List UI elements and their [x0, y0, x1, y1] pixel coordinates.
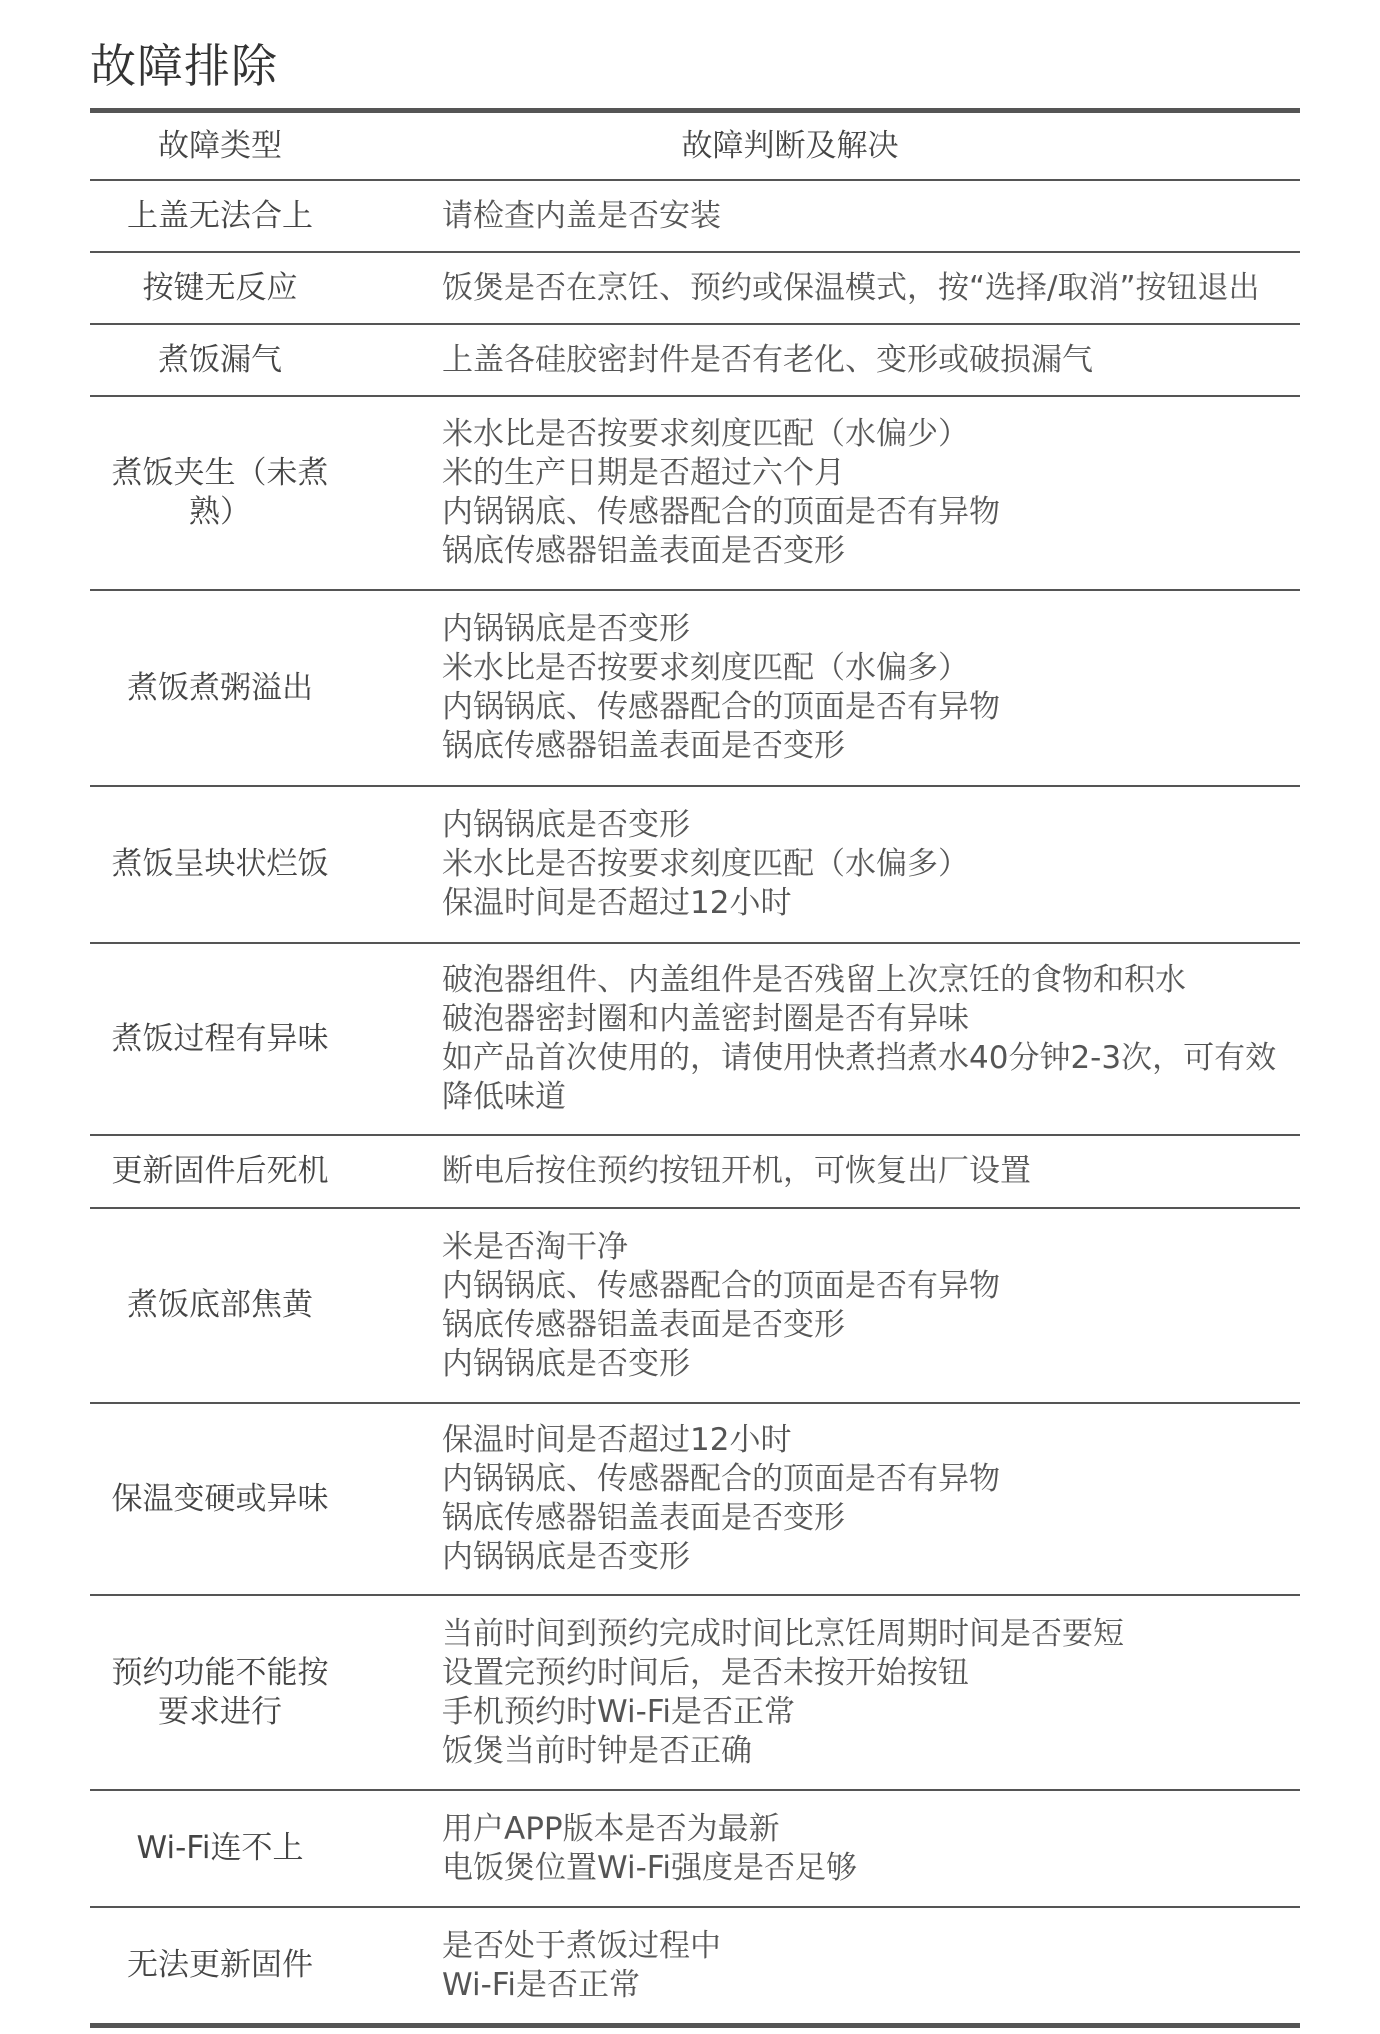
solution-cell: [350, 961, 1300, 1117]
fault-type-cell: 上盖无法合上: [127, 197, 313, 234]
check-item: 锅底传感器铝盖表面是否变形: [442, 1306, 845, 1343]
fault-type-cell: 煮饭底部焦黄: [127, 1287, 313, 1323]
check-item: 保温时间是否超过12小时: [442, 1422, 792, 1458]
check-item: 用户APP版本是否为最新: [442, 1810, 780, 1847]
check-item: 如产品首次使用的，请使用快煮挡煮水40分钟2-3次，可有效降低味道: [442, 1040, 1277, 1115]
solution-cell: [350, 1152, 1300, 1191]
check-item: 设置完预约时间后，是否未按开始按钮: [442, 1654, 969, 1691]
check-item: 断电后按住预约按钮开机，可恢复出厂设置: [442, 1153, 1031, 1189]
table-row: [90, 1209, 1300, 1404]
check-item: 内锅锅底、传感器配合的顶面是否有异物: [442, 689, 1000, 725]
check-item: 内锅锅底是否变形: [442, 611, 690, 647]
check-item: 锅底传感器铝盖表面是否变形: [442, 1500, 845, 1536]
check-item: 米是否淘干净: [442, 1228, 628, 1265]
check-item: 米水比是否按要求刻度匹配（水偏多）: [442, 846, 969, 882]
fault-type-cell: 预约功能不能按 要求进行: [111, 1654, 329, 1730]
check-item: 保温时间是否超过12小时: [442, 885, 792, 921]
check-item: 锅底传感器铝盖表面是否变形: [442, 533, 845, 569]
table-row: [90, 787, 1300, 944]
fault-type-cell: 更新固件后死机: [111, 1153, 329, 1189]
check-item: 饭煲当前时钟是否正确: [442, 1732, 752, 1769]
check-item: 饭煲是否在烹饪、预约或保温模式，按“选择/取消”按钮退出: [442, 269, 1260, 306]
column-header-solution: 故障判断及解决: [681, 127, 899, 164]
table-row: [90, 944, 1300, 1136]
fault-type-cell: 煮饭漏气: [158, 341, 282, 378]
solution-cell: [350, 1927, 1300, 2005]
table-row: [90, 1596, 1300, 1791]
table-row: [90, 1404, 1300, 1596]
check-item: 内锅锅底、传感器配合的顶面是否有异物: [442, 494, 1000, 530]
fault-type-cell: 煮饭过程有异味: [111, 1020, 329, 1057]
solution-cell: [350, 1421, 1300, 1577]
table-row: [90, 253, 1300, 325]
table-row: [90, 591, 1300, 787]
fault-type-cell: 煮饭夹生（未煮熟）: [111, 455, 329, 530]
check-item: 上盖各硅胶密封件是否有老化、变形或破损漏气: [442, 341, 1093, 378]
check-item: 内锅锅底、传感器配合的顶面是否有异物: [442, 1461, 1000, 1497]
fault-type-cell: 按键无反应: [142, 269, 298, 306]
troubleshooting-table: [90, 108, 1300, 2028]
check-item: 是否处于煮饭过程中: [442, 1927, 721, 1964]
check-item: 内锅锅底是否变形: [442, 1539, 690, 1575]
solution-cell: [350, 269, 1300, 308]
fault-type-cell: Wi-Fi连不上: [136, 1830, 304, 1866]
check-item: 锅底传感器铝盖表面是否变形: [442, 728, 845, 764]
fault-type-cell: 无法更新固件: [127, 1947, 313, 1983]
table-row: [90, 1908, 1300, 2028]
fault-type-cell: 保温变硬或异味: [111, 1480, 329, 1517]
check-item: 米水比是否按要求刻度匹配（水偏多）: [442, 650, 969, 686]
solution-cell: [350, 197, 1300, 236]
solution-cell: [350, 341, 1300, 380]
check-item: 内锅锅底是否变形: [442, 807, 690, 843]
check-item: 破泡器密封圈和内盖密封圈是否有异味: [442, 1001, 969, 1037]
solution-cell: [350, 1615, 1300, 1771]
check-item: 破泡器组件、内盖组件是否残留上次烹饪的食物和积水: [442, 962, 1186, 998]
check-item: 米的生产日期是否超过六个月: [442, 455, 845, 491]
solution-cell: [350, 806, 1300, 923]
fault-type-cell: 煮饭呈块状烂饭: [111, 846, 329, 882]
solution-cell: [350, 415, 1300, 571]
check-item: 手机预约时Wi-Fi是否正常: [442, 1693, 795, 1730]
solution-cell: [350, 1228, 1300, 1384]
table-row: [90, 1791, 1300, 1908]
check-item: 电饭煲位置Wi-Fi强度是否足够: [442, 1849, 857, 1886]
check-item: 当前时间到预约完成时间比烹饪周期时间是否要短: [442, 1615, 1124, 1652]
check-item: 米水比是否按要求刻度匹配（水偏少）: [442, 416, 969, 452]
solution-cell: [350, 1810, 1300, 1888]
fault-type-cell: 煮饭煮粥溢出: [127, 669, 313, 706]
table-row: [90, 181, 1300, 253]
check-item: 内锅锅底是否变形: [442, 1345, 690, 1382]
check-item: 内锅锅底、传感器配合的顶面是否有异物: [442, 1267, 1000, 1304]
table-header-row: [90, 113, 1300, 181]
check-item: 请检查内盖是否安装: [442, 197, 721, 234]
table-row: [90, 325, 1300, 397]
table-row: [90, 397, 1300, 591]
column-header-fault-type: 故障类型: [158, 127, 282, 164]
solution-cell: [350, 610, 1300, 766]
table-row: [90, 1136, 1300, 1209]
check-item: Wi-Fi是否正常: [442, 1966, 640, 2003]
page-title: 故障排除: [90, 39, 278, 93]
